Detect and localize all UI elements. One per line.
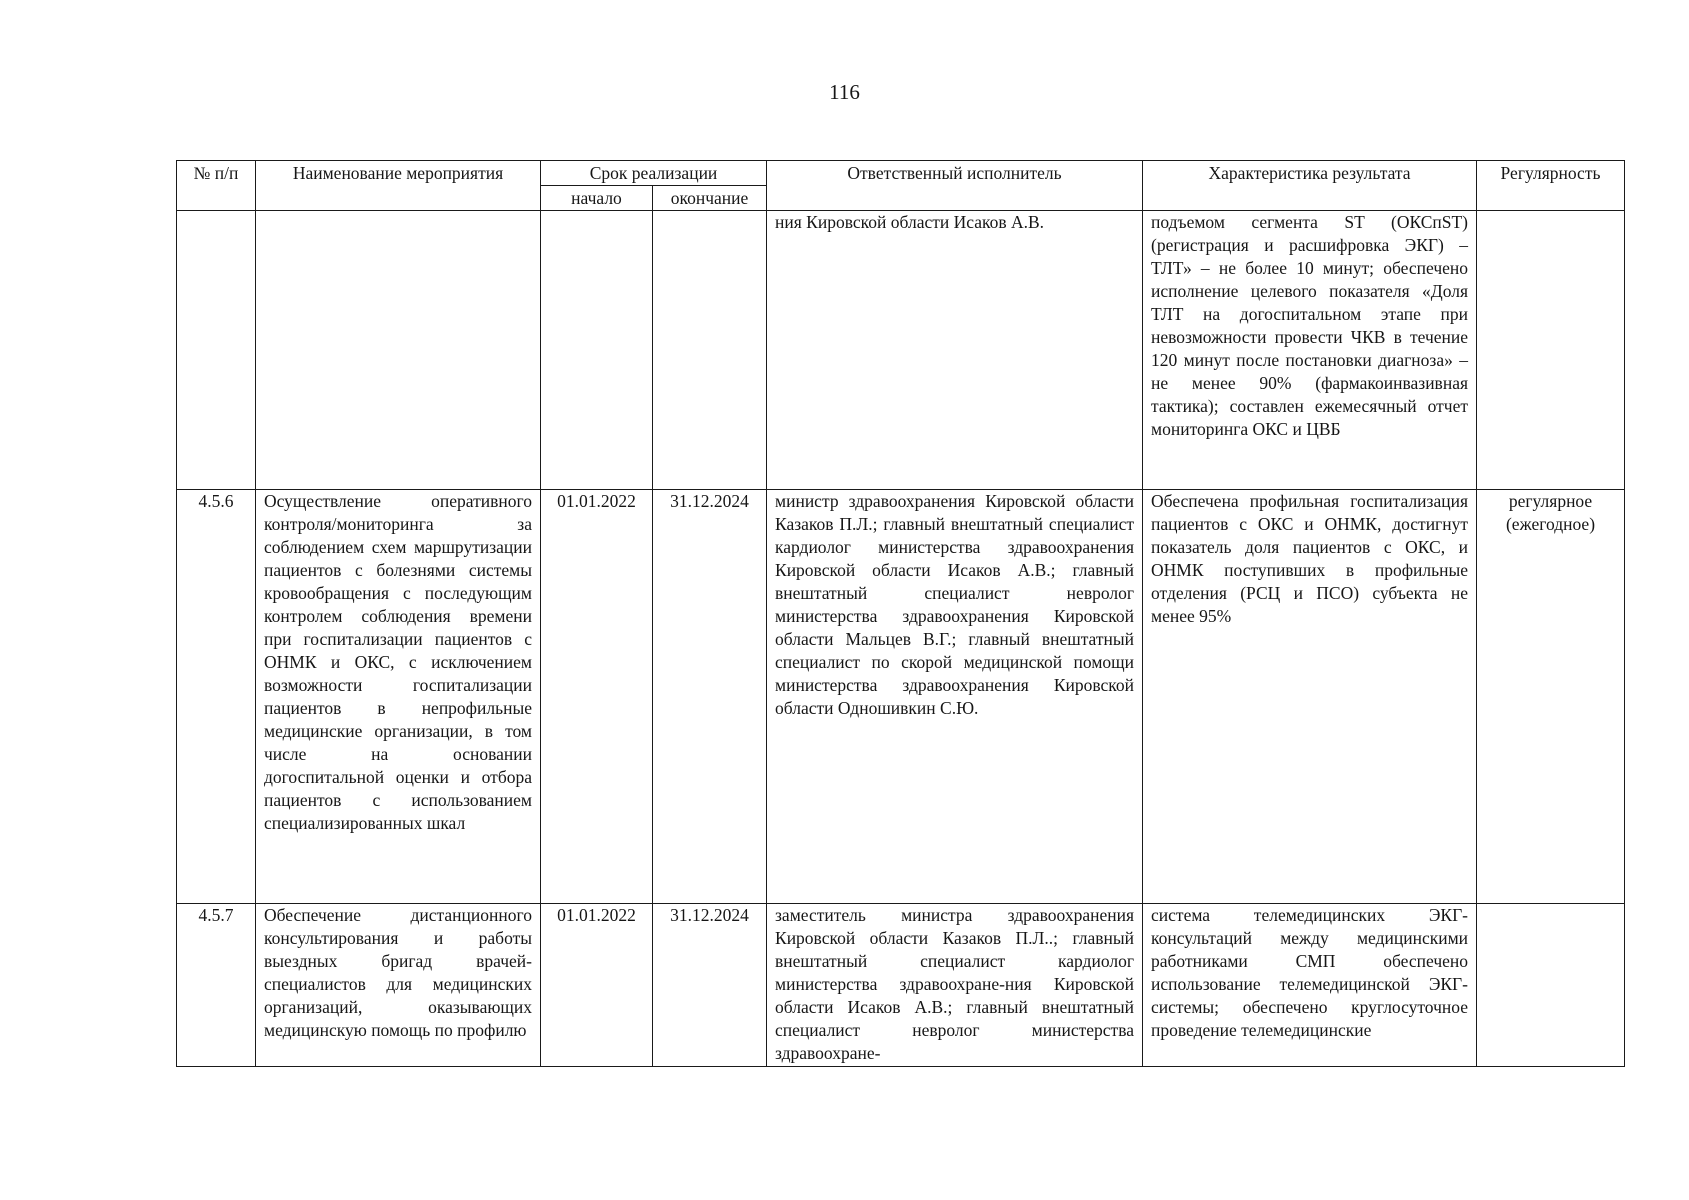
cell-result: Обеспечена профильная госпитализация пациентов с ОКС и ОНМК, достигнут показатель доля пациентов с ОКС, и ОНМК поступивших в профильные отделения (РСЦ и ПСО) субъекта не менее 95% <box>1143 490 1477 904</box>
header-regularity: Регулярность <box>1477 161 1625 211</box>
cell-executor: министр здравоохранения Кировской области Казаков П.Л.; главный внештатный специалист кардиолог министерства здравоохранения Кировской области Исаков А.В.; главный внештатный специалист невролог министерства здравоохранения Кировской области Мальцев В.Г.; главный внештатный специалист по скорой медицинской помощи министерства здравоохранения Кировской области Одношивкин С.Ю. <box>767 490 1143 904</box>
cell-end <box>653 211 767 490</box>
cell-regularity <box>1477 211 1625 490</box>
cell-result: подъемом сегмента ST (ОКСпST) (регистрация и расшифровка ЭКГ) – ТЛТ» – не более 10 минут; обеспечено исполнение целевого показателя «Доля ТЛТ на догоспитальном этапе при невозможности провести ЧКВ в течение 120 минут после постановки диагноза» – не менее 90% (фармакоинвазивная тактика); составлен ежемесячный отчет мониторинга ОКС и ЦВБ <box>1143 211 1477 490</box>
table-row <box>177 904 1625 1067</box>
cell-regularity: регулярное (ежегодное) <box>1477 490 1625 904</box>
cell-num <box>177 211 256 490</box>
cell-result: система телемедицинских ЭКГ-консультаций между медицинскими работниками СМП обеспечено использование телемедицинской ЭКГ-системы; обеспечено круглосуточное проведение телемедицинские <box>1143 904 1477 1067</box>
page-number: 116 <box>829 80 860 104</box>
cell-end: 31.12.2024 <box>653 490 767 904</box>
header-end: окончание <box>653 186 767 211</box>
cell-num: 4.5.7 <box>177 904 256 1067</box>
cell-num: 4.5.6 <box>177 490 256 904</box>
cell-regularity <box>1477 904 1625 1067</box>
cell-executor: заместитель министра здравоохранения Кировской области Казаков П.Л..; главный внештатный специалист кардиолог министерства здравоохране-ния Кировской области Исаков А.В.; главный внештатный специалист невролог министерства здравоохране- <box>767 904 1143 1067</box>
header-result: Характеристика результата <box>1143 161 1477 211</box>
header-num: № п/п <box>177 161 256 211</box>
cell-start <box>541 211 653 490</box>
header-executor: Ответственный исполнитель <box>767 161 1143 211</box>
table-row <box>177 490 1625 904</box>
cell-end: 31.12.2024 <box>653 904 767 1067</box>
header-term: Срок реализации <box>541 161 767 186</box>
cell-start: 01.01.2022 <box>541 904 653 1067</box>
cell-name <box>256 211 541 490</box>
table-row <box>177 211 1625 490</box>
cell-executor: ния Кировской области Исаков А.В. <box>767 211 1143 490</box>
action-plan-table <box>176 160 1625 1067</box>
cell-name: Обеспечение дистанционного консультирования и работы выездных бригад врачей-специалистов для медицинских организаций, оказывающих медицинскую помощь по профилю <box>256 904 541 1067</box>
header-name: Наименование мероприятия <box>256 161 541 211</box>
cell-start: 01.01.2022 <box>541 490 653 904</box>
header-row <box>177 161 1625 186</box>
header-start: начало <box>541 186 653 211</box>
cell-name: Осуществление оперативного контроля/мониторинга за соблюдением схем маршрутизации пациентов с болезнями системы кровообращения с последующим контролем соблюдения времени при госпитализации пациентов с ОНМК и ОКС, с исключением возможности госпитализации пациентов в непрофильные медицинские организации, в том числе на основании догоспитальной оценки и отбора пациентов с использованием специализированных шкал <box>256 490 541 904</box>
